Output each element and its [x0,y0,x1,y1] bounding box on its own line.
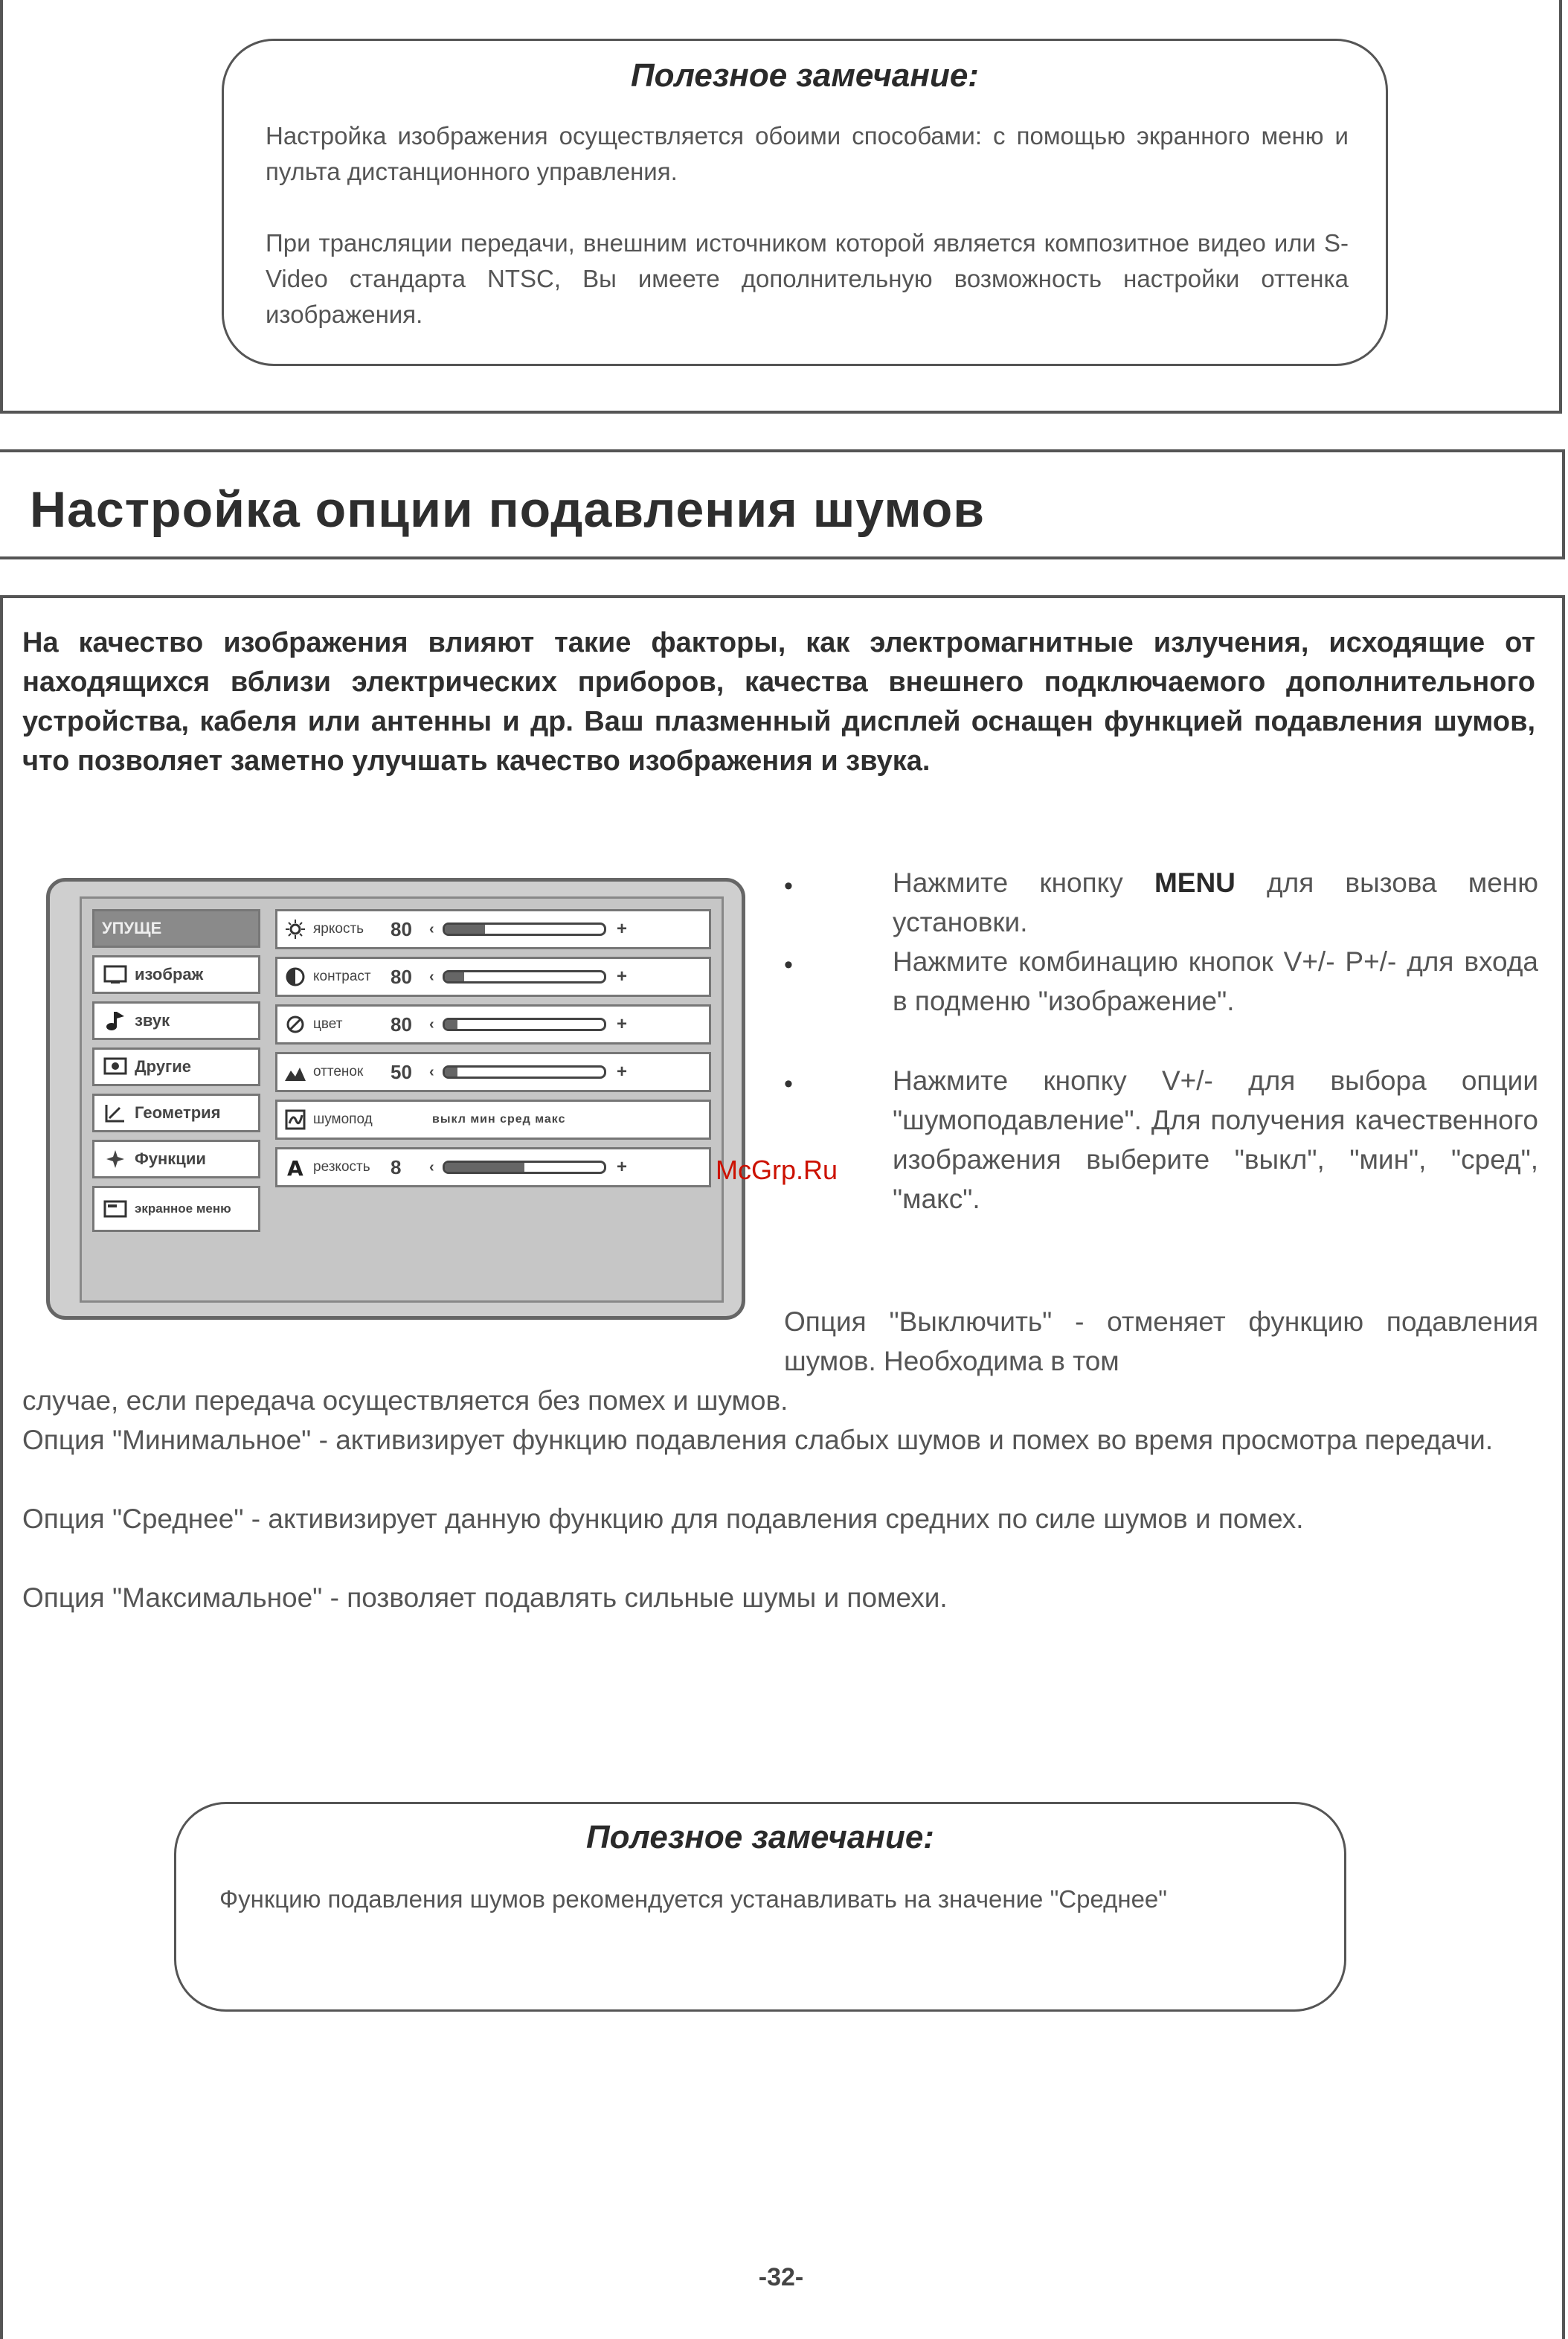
plus-icon: + [617,1062,628,1082]
contrast-value: 80 [391,965,412,988]
picture-icon [102,962,129,987]
sharpness-icon [277,1156,313,1178]
menu-screenshot [46,878,745,1320]
bullet-dot-2: • [784,951,793,979]
brightness-label: яркость [313,921,364,937]
color-slider-fill [445,1020,457,1029]
top-note-title: Полезное замечание: [631,57,979,94]
noise-reduction-options[interactable]: выкл мин сред макс [432,1113,566,1126]
tab-functions-label: Функции [135,1149,206,1168]
brightness-value: 80 [391,917,412,940]
bottom-useful-note [174,1802,1346,2012]
watermark: McGrp.Ru [716,1155,838,1185]
sharpness-slider-fill [445,1163,524,1172]
menu-header [92,909,260,948]
tint-label: оттенок [313,1064,364,1079]
menu-header-label: УПУЩЕ [102,919,162,937]
screen-menu-icon [102,1196,129,1222]
noise-reduction-icon [277,1108,313,1131]
option-max-description: Опция "Максимальное" - позволяет подавлять сильные шумы и помехи. [22,1582,948,1613]
tab-sound-label: звук [135,1011,170,1030]
sharpness-label: резкость [313,1159,370,1175]
option-off-description-part1: Опция "Выключить" - отменяет функцию подавления шумов. Необходима в том [784,1306,1538,1376]
tab-picture[interactable] [92,955,260,994]
tint-slider[interactable] [443,1065,606,1079]
option-off-description-part2: случае, если передача осуществляется без помех и шумов. [22,1385,788,1416]
brightness-slider[interactable] [443,923,606,936]
tab-other[interactable] [92,1047,260,1086]
color-slider[interactable] [443,1018,606,1031]
menu-screen [80,896,724,1303]
tab-other-label: Другие [135,1057,191,1076]
setting-row-sharpness[interactable] [275,1147,711,1187]
section-heading: Настройка опции подавления шумов [30,481,986,538]
tint-slider-fill [445,1068,457,1077]
bullet-item-3: Нажмите кнопку V+/- для выбора опции "шумоподавление". Для получения качественного изображения выберите "выкл", "мин", "сред", "макс". [893,1065,1538,1214]
bullet-1-text-pre: Нажмите кнопку [893,867,1154,898]
minus-icon: ‹ [429,1063,434,1080]
color-label: цвет [313,1016,343,1032]
minus-icon: ‹ [429,1158,434,1175]
bullet-item-2: Нажмите комбинацию кнопок V+/- P+/- для входа в подменю "изображение". [893,946,1538,1016]
bullet-dot-1: • [784,872,793,900]
bullet-dot-3: • [784,1070,793,1098]
plus-icon: + [617,1157,628,1177]
page-number: -32- [758,2263,804,2291]
top-useful-note [222,39,1388,366]
brightness-icon [277,918,313,940]
contrast-label: контраст [313,969,371,984]
tab-geometry[interactable] [92,1094,260,1132]
setting-row-color[interactable] [275,1004,711,1045]
noise-reduction-label: шумопод [313,1111,373,1127]
bottom-note-text: Функцию подавления шумов рекомендуется устанавливать на значение "Среднее" [219,1885,1167,1913]
setting-row-noise-reduction[interactable] [275,1100,711,1140]
bullet-1-text-post: для вызова меню установки. [893,867,1538,937]
color-value: 80 [391,1013,412,1036]
sharpness-value: 8 [391,1155,402,1178]
sharpness-slider[interactable] [443,1161,606,1174]
tab-sound[interactable] [92,1001,260,1040]
setting-row-tint[interactable] [275,1052,711,1092]
top-note-paragraph-1: Настройка изображения осуществляется обоими способами: с помощью экранного меню и пульта дистанционного управления. [266,122,1349,185]
tab-functions[interactable] [92,1140,260,1178]
tint-value: 50 [391,1060,412,1083]
menu-key-name: MENU [1154,867,1236,898]
top-note-paragraph-2: При трансляции передачи, внешним источником которой является композитное видео или S-Video стандарта NTSC, Вы имеете дополнительную возможность настройки оттенка изображения. [266,229,1349,328]
tab-geometry-label: Геометрия [135,1103,221,1122]
minus-icon: ‹ [429,920,434,937]
tab-screen-menu[interactable] [92,1186,260,1232]
minus-icon: ‹ [429,968,434,985]
bullet-item-1 [893,863,1538,942]
tint-icon [277,1062,313,1082]
setting-row-contrast[interactable] [275,957,711,997]
color-icon [277,1013,313,1036]
tab-picture-label: изображ [135,965,204,984]
minus-icon: ‹ [429,1016,434,1033]
other-icon [102,1054,129,1079]
plus-icon: + [617,966,628,986]
main-content-frame [0,595,1565,2339]
tab-screen-menu-label: экранное меню [135,1201,231,1216]
function-icon [102,1146,129,1172]
plus-icon: + [617,919,628,939]
intro-paragraph: На качество изображения влияют такие факторы, как электромагнитные излучения, исходящие от находящихся вблизи электрических приборов, качества внешнего подключаемого дополнительного устройства, кабеля или антенны и др. Ваш плазменный дисплей оснащен функцией подавления шумов, что позволяет заметно улучшать качество изображения и звука. [22,627,1535,777]
contrast-slider[interactable] [443,970,606,984]
svg-text:A: A [287,1156,303,1178]
option-mid-description: Опция "Среднее" - активизирует данную функцию для подавления средних по силе шумов и помех. [22,1504,1304,1534]
section-heading-bar [0,449,1565,559]
music-note-icon [102,1008,129,1033]
setting-row-brightness[interactable] [275,909,711,949]
plus-icon: + [617,1014,628,1034]
bottom-note-title: Полезное замечание: [586,1819,934,1855]
contrast-slider-fill [445,972,464,981]
contrast-icon [277,966,313,988]
brightness-slider-fill [445,925,485,934]
geometry-icon [102,1100,129,1126]
option-min-description: Опция "Минимальное" - активизирует функцию подавления слабых шумов и помех во время просмотра передачи. [22,1425,1494,1455]
